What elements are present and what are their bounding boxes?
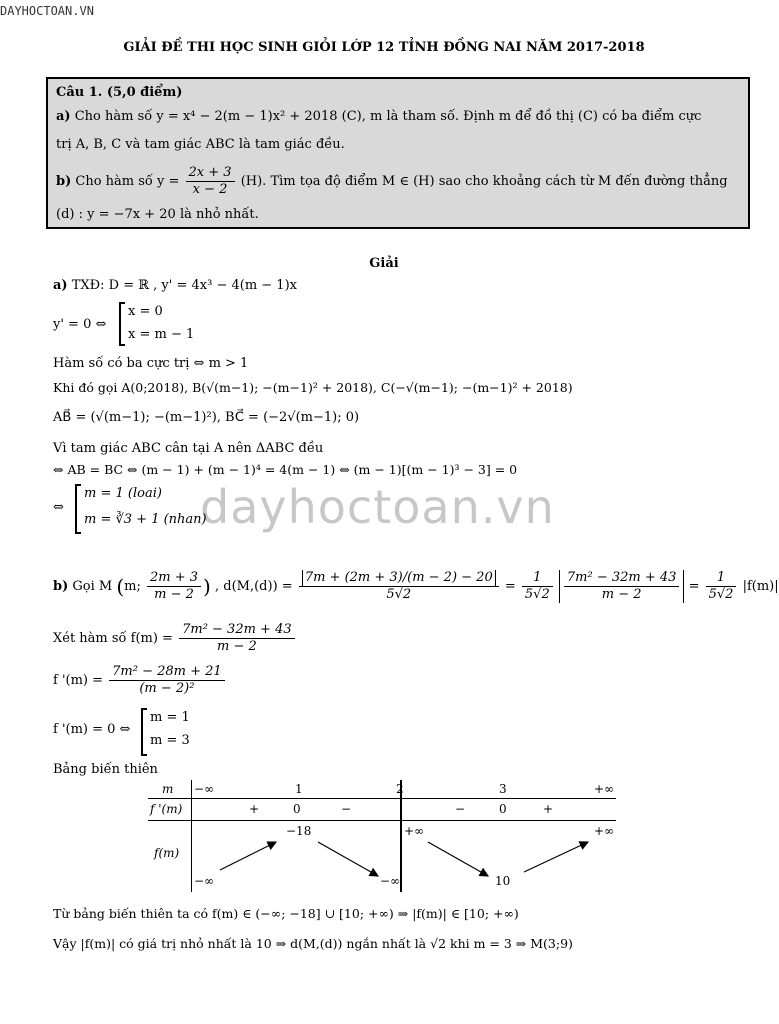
f-value: +∞	[594, 824, 615, 838]
sol-b3-den: (m − 2)²	[139, 681, 195, 696]
sol-a6: Vì tam giác ABC cân tại A nên ΔABC đều	[53, 441, 324, 456]
question-a-text1: Cho hàm số y = x⁴ − 2(m − 1)x² + 2018 (C), m là tham số. Định m để đồ thị (C) có ba điểm cực	[74, 109, 702, 124]
f-value: +∞	[404, 824, 425, 838]
sol-b1-frac3	[706, 570, 737, 603]
sign: +	[543, 802, 554, 816]
sol-a2-case1: x = 0	[128, 304, 163, 319]
sol-b1-abs-den: m − 2	[601, 587, 642, 602]
sol-b1-fd: m − 2	[154, 587, 194, 602]
question-box	[46, 77, 750, 229]
sign: +	[249, 802, 260, 816]
sol-b3	[53, 664, 227, 697]
sol-b1-frac	[147, 570, 201, 603]
sol-a8-case2: m = ∛3 + 1 (nhan)	[84, 512, 207, 527]
sign: −	[341, 802, 352, 816]
question-heading: Câu 1. (5,0 điểm)	[56, 85, 183, 100]
f-value: −18	[286, 824, 312, 838]
page-title: GIẢI ĐỀ THI HỌC SINH GIỎI LỚP 12 TỈNH ĐỒNG NAI NĂM 2017-2018	[123, 40, 645, 55]
system-brace	[75, 484, 81, 534]
sol-a7: ⇔ AB = BC ⇔ (m − 1) + (m − 1)⁴ = 4(m − 1) ⇔ (m − 1)[(m − 1)³ − 3] = 0	[53, 462, 518, 477]
question-b-num: 2x + 3	[186, 165, 235, 182]
x-value: −∞	[194, 782, 215, 796]
x-value: 1	[295, 782, 303, 796]
sol-a5: AB⃗ = (√(m−1); −(m−1)²), BC⃗ = (−2√(m−1); 0)	[53, 410, 360, 425]
sign: 0	[499, 802, 507, 816]
arrow-up	[220, 842, 276, 870]
sol-a8-pre: ⇔	[53, 500, 64, 515]
sol-b3-num: 7m² − 28m + 21	[109, 664, 225, 681]
question-b-label: b)	[56, 174, 72, 189]
sol-a-txd: TXĐ: D = ℝ , y' = 4x³ − 4(m − 1)x	[71, 278, 297, 293]
sol-b1-eq3-num: 1	[706, 570, 737, 587]
arrow-down	[318, 842, 378, 876]
sol-a2-pre: y' = 0 ⇔	[53, 317, 107, 332]
question-a-line1	[56, 109, 701, 124]
sol-b1-eq2-den: 5√2	[524, 587, 550, 602]
sol-a-label: a)	[53, 278, 68, 293]
sol-b4-pre: f '(m) = 0 ⇔	[53, 722, 131, 737]
system-brace	[141, 708, 147, 756]
variation-arrows	[148, 780, 616, 892]
sol-b1-m: m;	[124, 579, 141, 594]
sol-b3-pre: f '(m) =	[53, 673, 104, 688]
sol-a-line1	[53, 278, 297, 293]
sol-a3: Hàm số có ba cực trị ⇔ m > 1	[53, 356, 249, 371]
variation-table	[148, 780, 616, 892]
sol-b2-frac	[179, 622, 295, 655]
system-brace	[119, 302, 125, 346]
sol-b2	[53, 622, 297, 655]
sol-b2-num: 7m² − 32m + 43	[179, 622, 295, 639]
x-value: 3	[499, 782, 507, 796]
arrow-down	[428, 842, 488, 876]
sol-b4-case1: m = 1	[150, 710, 190, 725]
row-label-fprime: f '(m)	[150, 802, 183, 816]
x-value: +∞	[594, 782, 615, 796]
site-header: DAYHOCTOAN.VN	[0, 4, 94, 18]
sol-b1-eq3-den: 5√2	[708, 587, 734, 602]
sol-b7: Vậy |f(m)| có giá trị nhỏ nhất là 10 ⇒ d(M,(d)) ngắn nhất là √2 khi m = 3 ⇒ M(3;9)	[53, 936, 573, 951]
sol-b1-pre: Gọi M	[72, 579, 113, 594]
sol-a2-case2: x = m − 1	[128, 327, 195, 342]
sol-b2-den: m − 2	[216, 639, 257, 654]
row-label-m: m	[162, 782, 174, 796]
sol-b1-tail: |f(m)|	[742, 579, 779, 594]
sol-b1-abs-num: 7m² − 32m + 43	[564, 570, 680, 587]
f-value: 10	[495, 874, 511, 888]
sol-b1-dist: , d(M,(d)) =	[215, 579, 293, 594]
question-b-post: (H). Tìm tọa độ điểm M ∈ (H) sao cho khoảng cách từ M đến đường thẳng	[240, 174, 728, 189]
sol-b1-eq2-num: 1	[522, 570, 553, 587]
row-label-f: f(m)	[154, 846, 180, 860]
sol-a4: Khi đó gọi A(0;2018), B(√(m−1); −(m−1)² + 2018), C(−√(m−1); −(m−1)² + 2018)	[53, 380, 573, 395]
sol-b1-absfrac	[564, 570, 680, 603]
sol-b-label: b)	[53, 579, 69, 594]
sol-b1: b) Gọi M (m; $\frac{2m + 3}{m - 2}$ ) , d(M,(d)) = $\frac{7m + (2m + 3)/(m - 2) - 20}{5√2}$ = $\frac{1}{5√2}$ $\frac{\text{7m² − 32m + 43}}{m - 2}$ = $\frac{1}{5√2}$ |f(m)|	[53, 570, 779, 602]
sign: −	[455, 802, 466, 816]
question-b-pre: Cho hàm số y =	[75, 174, 180, 189]
f-value: −∞	[194, 874, 215, 888]
sol-b3-frac	[109, 664, 225, 697]
solution-heading: Giải	[369, 256, 399, 271]
f-value: −∞	[380, 874, 401, 888]
x-value: 2	[396, 782, 404, 796]
question-b-den: x − 2	[192, 182, 228, 197]
question-b-line2: (d) : y = −7x + 20 là nhỏ nhất.	[56, 207, 259, 222]
sign: 0	[293, 802, 301, 816]
sol-b2-pre: Xét hàm số f(m) =	[53, 631, 173, 646]
sol-b1-bigden: 5√2	[386, 587, 412, 602]
sol-b1-bignum: 7m + (2m + 3)/(m − 2) − 20	[302, 570, 496, 586]
sol-b1-frac2	[522, 570, 553, 603]
sol-b1-bigfrac	[299, 570, 499, 603]
sol-b5: Bảng biến thiên	[53, 762, 158, 777]
question-a-line2: trị A, B, C và tam giác ABC là tam giác đều.	[56, 137, 345, 152]
question-a-label: a)	[56, 109, 71, 124]
arrow-up	[524, 842, 588, 872]
sol-b6: Từ bảng biến thiên ta có f(m) ∈ (−∞; −18] ∪ [10; +∞) ⇒ |f(m)| ∈ [10; +∞)	[53, 906, 519, 921]
sol-a8-case1: m = 1 (loai)	[84, 486, 162, 501]
question-b-line1	[56, 165, 728, 198]
sol-b1-fn: 2m + 3	[147, 570, 201, 587]
watermark: dayhoctoan.vn	[200, 480, 555, 534]
sol-b4-case2: m = 3	[150, 733, 190, 748]
question-b-fraction	[186, 165, 235, 198]
